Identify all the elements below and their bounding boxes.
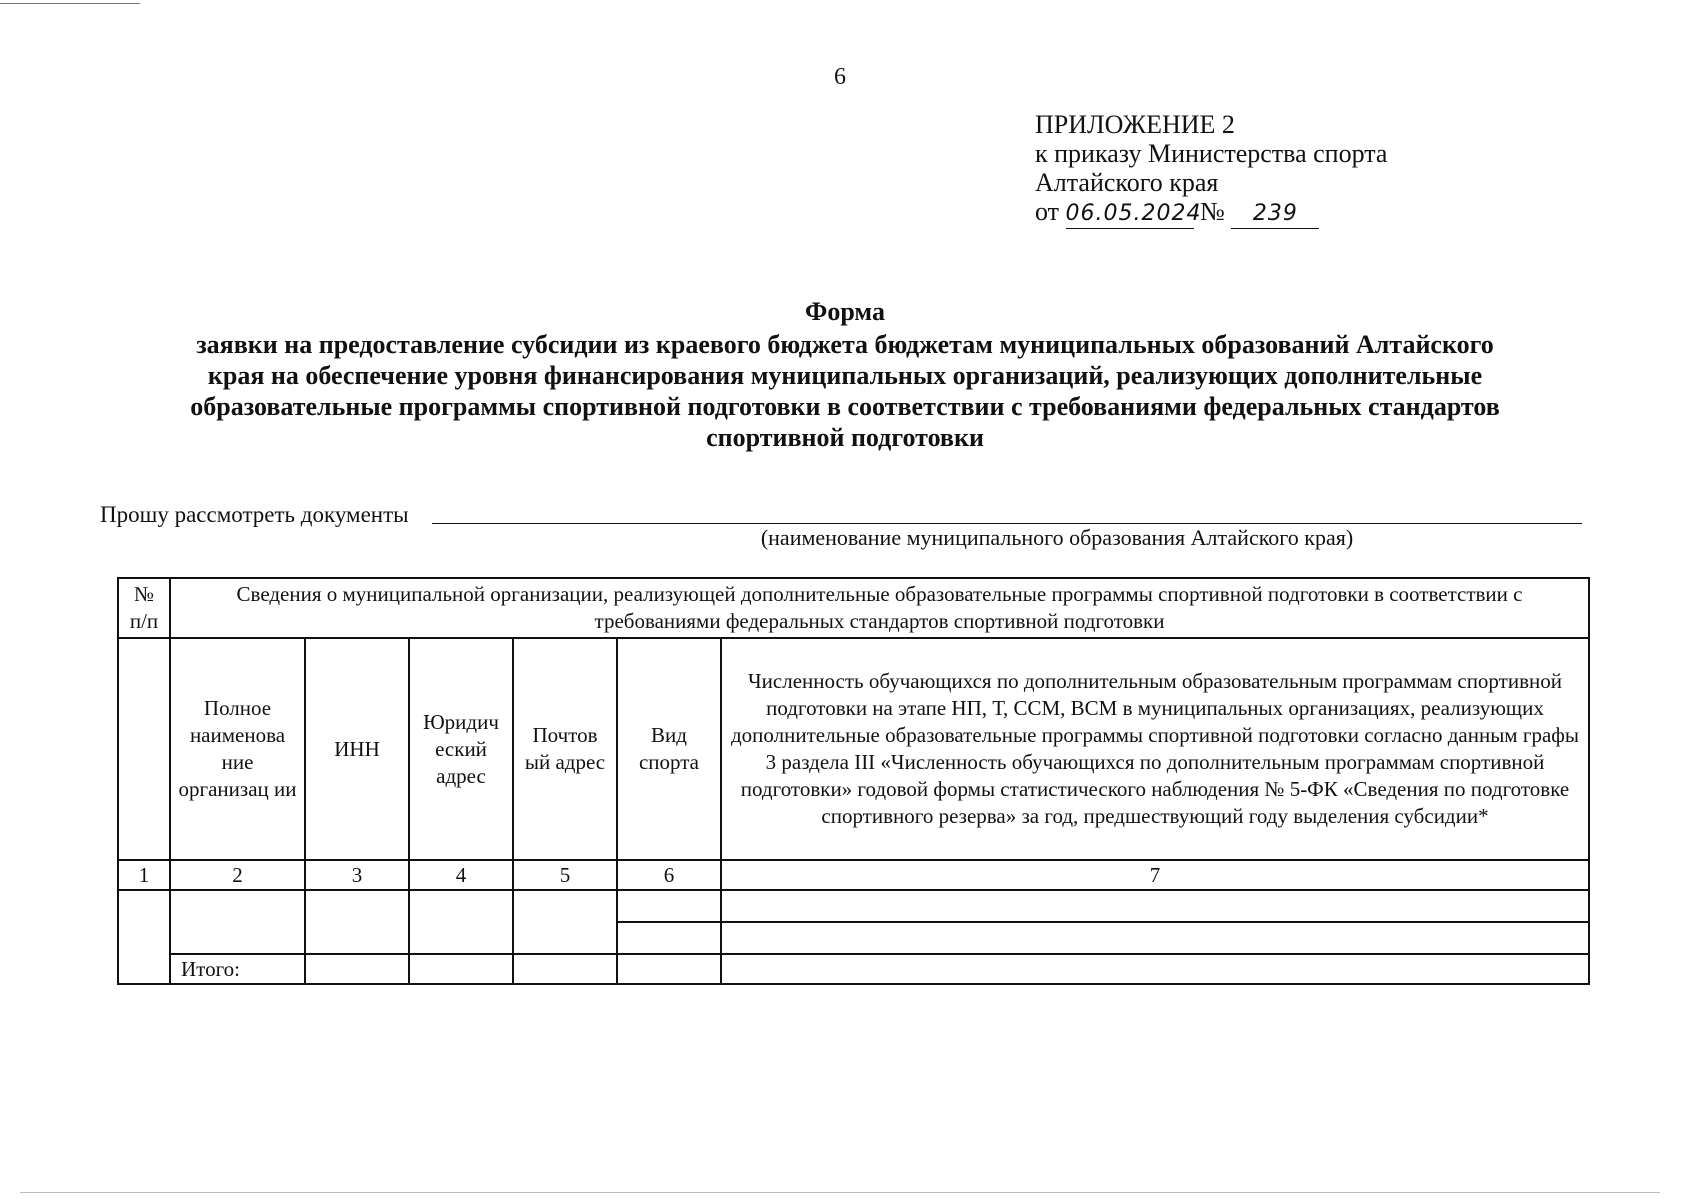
page-number: 6: [834, 64, 846, 90]
request-text: Прошу рассмотреть документы: [100, 502, 409, 527]
annex-date-line: [1035, 197, 1387, 229]
cell-sport[interactable]: [617, 922, 721, 954]
cell-postal-address[interactable]: [513, 890, 617, 954]
table-row: [118, 890, 1589, 922]
application-table: [117, 577, 1590, 985]
total-row: [118, 954, 1589, 984]
number-sign: №: [1200, 197, 1225, 226]
header-sport: Вид спорта: [617, 638, 721, 860]
header-postal-address: Почтов ый адрес: [513, 638, 617, 860]
cell-students-count[interactable]: [721, 922, 1589, 954]
column-number: 2: [170, 860, 305, 890]
form-title: [110, 296, 1580, 453]
total-label: Итого:: [170, 954, 305, 984]
header-number: № п/п: [118, 578, 170, 638]
header-full-name: Полное наименова ние организац ии: [170, 638, 305, 860]
total-students-count[interactable]: [721, 954, 1589, 984]
municipality-name-field[interactable]: [432, 523, 1582, 524]
order-number: 239: [1231, 199, 1319, 229]
cell-number[interactable]: [118, 890, 170, 984]
annex-title: ПРИЛОЖЕНИЕ 2: [1035, 110, 1235, 139]
request-caption: (наименование муниципального образования Алтайского края): [760, 525, 1354, 550]
column-numbers-row: [118, 860, 1589, 890]
form-title-line-4: спортивной подготовки: [706, 423, 984, 452]
scan-mark-top: [0, 3, 140, 4]
annex-block: [1035, 110, 1387, 229]
annex-line-1: к приказу Министерства спорта: [1035, 139, 1388, 168]
form-title-line-2: края на обеспечение уровня финансирования муниципальных организаций, реализующих дополнительные: [207, 361, 1483, 390]
cell-legal-address[interactable]: [409, 890, 513, 954]
header-group: Сведения о муниципальной организации, реализующей дополнительные образовательные программы спортивной подготовки в соответствии с требованиями федеральных стандартов спортивной подготовки: [170, 578, 1589, 638]
column-number: 3: [305, 860, 409, 890]
column-number: 1: [118, 860, 170, 890]
total-postal-address: [513, 954, 617, 984]
date-prefix: от: [1035, 197, 1060, 226]
cell-inn[interactable]: [305, 890, 409, 954]
header-legal-address: Юридич еский адрес: [409, 638, 513, 860]
cell-students-count[interactable]: [721, 890, 1589, 922]
header-row-2: [118, 638, 1589, 860]
column-number: 6: [617, 860, 721, 890]
annex-line-2: Алтайского края: [1035, 168, 1219, 197]
form-heading: Форма: [805, 297, 885, 326]
total-legal-address: [409, 954, 513, 984]
cell-full-name[interactable]: [170, 890, 305, 954]
total-sport: [617, 954, 721, 984]
form-title-line-1: заявки на предоставление субсидии из краевого бюджета бюджетам муниципальных образований Алтайского: [196, 330, 1494, 359]
header-number-cont: [118, 638, 170, 860]
column-number: 7: [721, 860, 1589, 890]
column-number: 5: [513, 860, 617, 890]
scan-mark-bottom: [20, 1192, 1660, 1193]
total-inn: [305, 954, 409, 984]
form-title-line-3: образовательные программы спортивной подготовки в соответствии с требованиями федеральных стандартов: [190, 392, 1500, 421]
cell-sport[interactable]: [617, 890, 721, 922]
order-date: 06.05.2024: [1066, 199, 1194, 229]
column-number: 4: [409, 860, 513, 890]
header-inn: ИНН: [305, 638, 409, 860]
header-row-1: [118, 578, 1589, 638]
header-students-count: Численность обучающихся по дополнительным образовательным программам спортивной подготовки на этапе НП, Т, ССМ, ВСМ в муниципальных организациях, реализующих дополнительные образовательные программы спортивной подготовки согласно данным графы 3 раздела III «Численность обучающихся по дополнительным программам спортивной подготовки» годовой формы статистического наблюдения № 5-ФК «Сведения по подготовке спортивного резерва» за год, предшествующий году выделения субсидии*: [721, 638, 1589, 860]
